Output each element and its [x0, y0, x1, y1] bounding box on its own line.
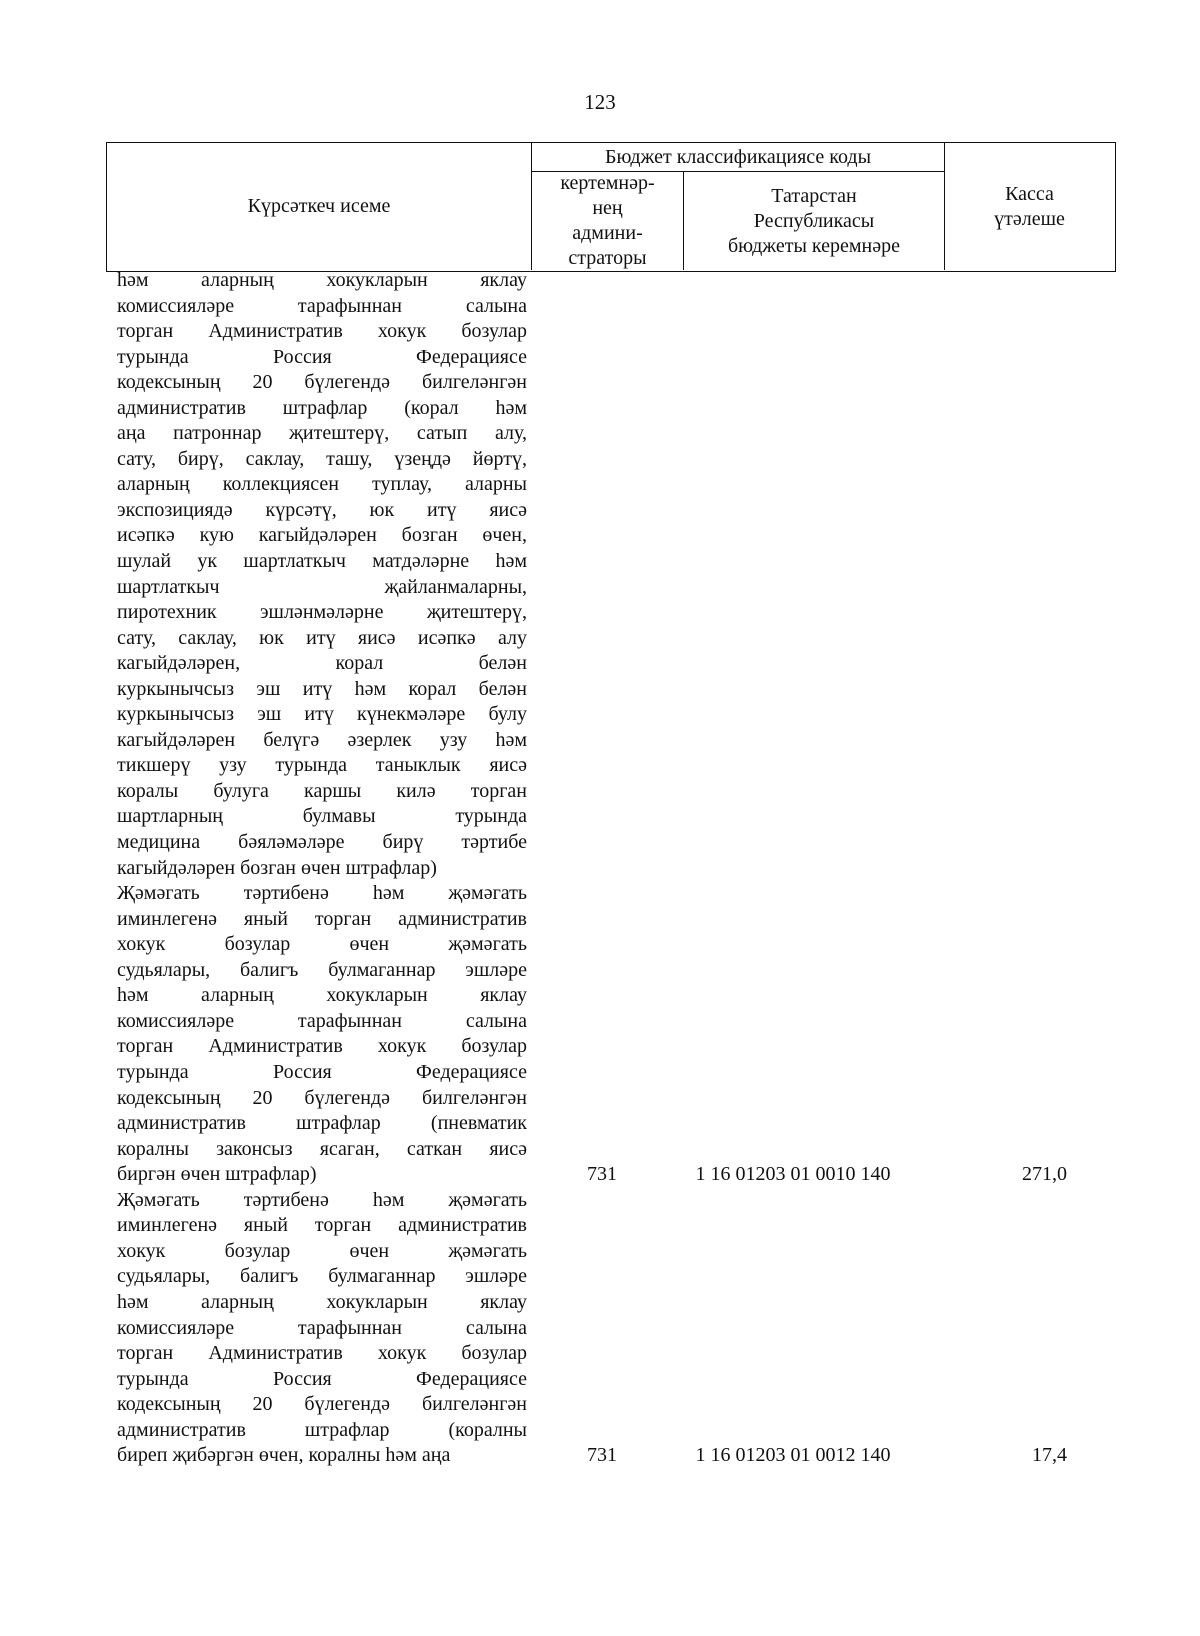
row-name-line: комиссияләре тарафыннан салына	[117, 1316, 527, 1339]
row-name-line: кагыйдәләрен бозган өчен штрафлар)	[117, 856, 437, 879]
row-name-line: комиссияләре тарафыннан салына	[117, 294, 527, 317]
page-number: 123	[584, 90, 616, 114]
row-name-line: коралны законсыз ясаган, саткан яисә	[117, 1137, 527, 1160]
row-name-line: кодексының 20 бүлегендә билгеләнгән	[117, 1393, 527, 1416]
row-name-line: административ штрафлар (корал һәм	[117, 396, 527, 419]
row-name-line: сату, саклау, юк итү яисә исәпкә алу	[117, 626, 527, 649]
row-name-line: судьялары, балигъ булмаганнар эшләре	[117, 1265, 527, 1288]
row-revenue-code: 1 16 01203 01 0012 140	[695, 1444, 891, 1467]
row-kassa-sum: 271,0	[1022, 1163, 1067, 1186]
row-revenue-code: 1 16 01203 01 0010 140	[695, 1163, 891, 1186]
row-name-line: кагыйдәләрен белүгә әзерлек узу һәм	[117, 728, 527, 751]
row-name-line: пиротехник эшләнмәләрне җитештерү,	[117, 601, 527, 624]
row-name-line: торган Административ хокук бозулар	[117, 1342, 527, 1365]
row-name-line: иминлегенә яный торган административ	[117, 1214, 527, 1237]
header-name-column: Күрсәткеч исеме	[107, 143, 532, 270]
row-name-line: хокук бозулар өчен җәмәгать	[117, 1239, 527, 1262]
row-name-line: торган Административ хокук бозулар	[117, 1035, 527, 1058]
row-name-line: шартларның булмавы турында	[117, 805, 527, 828]
row-name-line: аларның коллекциясен туплау, аларны	[117, 473, 527, 496]
row-name-line: тикшерү узу турында таныклык яисә	[117, 754, 527, 777]
header-kassa-column: Касса үтәлеше	[944, 143, 1114, 270]
row-admin-code: 731	[587, 1444, 617, 1467]
row-name-line: экспозициядә күрсәтү, юк итү яисә	[117, 498, 527, 521]
row-name-line: хокук бозулар өчен җәмәгать	[117, 933, 527, 956]
table-header	[106, 142, 1116, 272]
header-revenue-column: Татарстан Республикасы бюджеты керемнәре	[728, 184, 900, 257]
row-name-line: турында Россия Федерациясе	[117, 1061, 527, 1084]
row-name-line: исәпкә кую кагыйдәләрен бозган өчен,	[117, 524, 527, 547]
row-name-line: куркынычсыз эш итү күнекмәләре булу	[117, 703, 527, 726]
row-name-line: судьялары, балигъ булмаганнар эшләре	[117, 958, 527, 981]
row-name-line: һәм аларның хокукларын яклау	[117, 984, 527, 1007]
row-name-line: аңа патроннар җитештерү, сатып алу,	[117, 422, 527, 445]
row-name-line: турында Россия Федерациясе	[117, 1367, 527, 1390]
row-name	[117, 881, 527, 1188]
row-name-line: кагыйдәләрен, корал белән	[117, 652, 527, 675]
row-name-line: шулай ук шартлаткыч матдәләрне һәм	[117, 550, 527, 573]
header-admin-column: кертемнәр- нең админи- страторы	[532, 172, 684, 270]
row-name-line: кодексының 20 бүлегендә билгеләнгән	[117, 371, 527, 394]
row-name-line: административ штрафлар (коралны	[117, 1418, 527, 1441]
row-name-line: медицина бәяләмәләре бирү тәртибе	[117, 831, 527, 854]
row-name-line: Җәмәгать тәртибенә һәм җәмәгать	[117, 882, 527, 905]
row-name-line: комиссияләре тарафыннан салына	[117, 1009, 527, 1032]
row-kassa-sum: 17,4	[1032, 1444, 1067, 1467]
row-name-line: торган Административ хокук бозулар	[117, 320, 527, 343]
row-name-line: биргән өчен штрафлар)	[117, 1163, 317, 1186]
row-name-line: иминлегенә яный торган административ	[117, 907, 527, 930]
row-name	[117, 1188, 527, 1469]
row-name-line: биреп җибәргән өчен, коралны һәм аңа	[117, 1444, 451, 1467]
row-admin-code: 731	[587, 1163, 617, 1186]
row-name-line: һәм аларның хокукларын яклау	[117, 269, 527, 291]
row-name-line: куркынычсыз эш итү һәм корал белән	[117, 677, 527, 700]
row-name-line: турында Россия Федерациясе	[117, 345, 527, 368]
row-name-line: сату, бирү, саклау, ташу, үзеңдә йөртү,	[117, 447, 527, 470]
row-name-line: коралы булуга каршы килә торган	[117, 779, 527, 802]
row-name-line: һәм аларның хокукларын яклау	[117, 1290, 527, 1313]
row-name	[117, 268, 527, 881]
row-name-line: кодексының 20 бүлегендә билгеләнгән	[117, 1086, 527, 1109]
header-budget-code-group: Бюджет классификациясе коды	[532, 143, 944, 172]
row-name-line: шартлаткыч җайланмаларны,	[117, 575, 527, 598]
row-name-line: Җәмәгать тәртибенә һәм җәмәгать	[117, 1188, 527, 1211]
row-name-line: административ штрафлар (пневматик	[117, 1112, 527, 1135]
